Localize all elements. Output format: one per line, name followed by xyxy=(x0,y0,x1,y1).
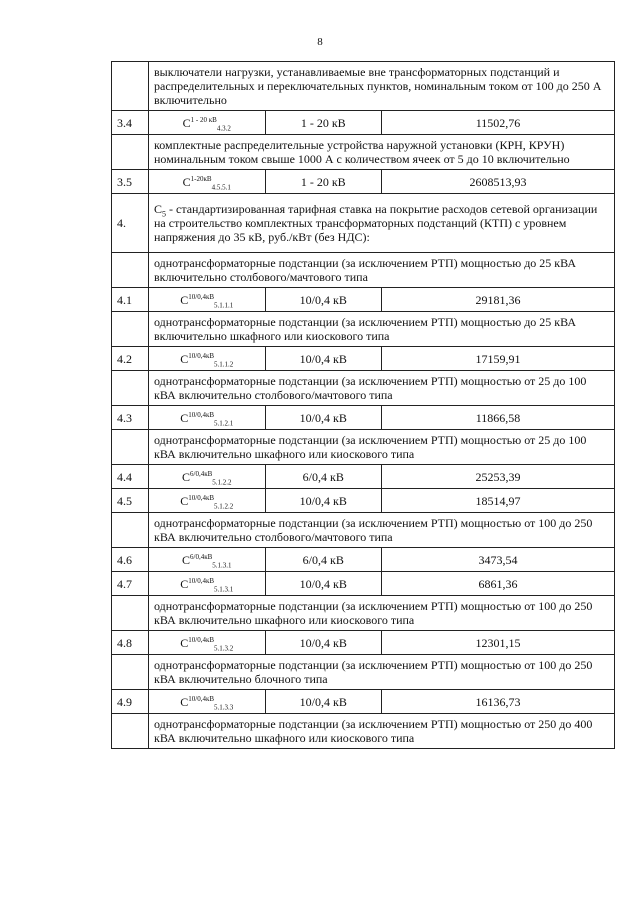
description-row xyxy=(112,253,615,288)
rate-row xyxy=(112,489,615,513)
rate-row xyxy=(112,631,615,655)
rate-code-superscript: 10/0,4кВ xyxy=(188,351,215,360)
rate-code xyxy=(149,631,266,655)
row-description: однотрансформаторные подстанции (за исключением РТП) мощностью от 100 до 250 кВА включительно столбового/мачтового типа xyxy=(149,513,615,548)
empty-number-cell xyxy=(112,135,149,170)
row-number: 4.3 xyxy=(112,406,149,430)
rate-code-superscript: 10/0,4кВ xyxy=(188,635,215,644)
rate-code-base: C xyxy=(181,552,190,567)
description-row xyxy=(112,513,615,548)
description-row xyxy=(112,371,615,406)
row-description: однотрансформаторные подстанции (за исключением РТП) мощностью до 25 кВА включительно столбового/мачтового типа xyxy=(149,253,615,288)
description-row xyxy=(112,655,615,690)
rate-code-subscript: 5.1.3.3 xyxy=(214,702,234,711)
rate-code-superscript: 6/0,4кВ xyxy=(190,552,213,561)
voltage-cell: 10/0,4 кВ xyxy=(265,347,382,371)
description-row xyxy=(112,312,615,347)
row-description: однотрансформаторные подстанции (за исключением РТП) мощностью от 25 до 100 кВА включительно столбового/мачтового типа xyxy=(149,371,615,406)
section-text: - стандартизированная тарифная ставка на покрытие расходов сетевой организации на строительство комплектных трансформаторных подстанций (КТП) с уровнем напряжения до 35 кВ, руб./кВт (без НДС): xyxy=(154,202,598,244)
rate-code xyxy=(149,406,266,430)
rate-value-cell: 25253,39 xyxy=(382,465,615,489)
rate-row xyxy=(112,111,615,135)
voltage-cell: 10/0,4 кВ xyxy=(265,572,382,596)
description-row xyxy=(112,135,615,170)
description-row xyxy=(112,714,615,749)
row-description: однотрансформаторные подстанции (за исключением РТП) мощностью от 100 до 250 кВА включительно шкафного или киоскового типа xyxy=(149,596,615,631)
rate-value-cell: 2608513,93 xyxy=(382,170,615,194)
rate-code-subscript: 5.1.1.2 xyxy=(214,359,234,368)
rate-row xyxy=(112,690,615,714)
section-description xyxy=(149,194,615,253)
rate-code xyxy=(149,347,266,371)
rate-code-base: C xyxy=(182,174,191,189)
rate-value-cell: 11866,58 xyxy=(382,406,615,430)
rate-code xyxy=(149,465,266,489)
empty-number-cell xyxy=(112,596,149,631)
rate-value-cell: 17159,91 xyxy=(382,347,615,371)
rate-row xyxy=(112,347,615,371)
row-number: 4.5 xyxy=(112,489,149,513)
voltage-cell: 10/0,4 кВ xyxy=(265,406,382,430)
rate-value-cell: 12301,15 xyxy=(382,631,615,655)
rate-row xyxy=(112,406,615,430)
rate-value-cell: 16136,73 xyxy=(382,690,615,714)
rate-value-cell: 29181,36 xyxy=(382,288,615,312)
row-number: 4.9 xyxy=(112,690,149,714)
rate-code-subscript: 5.1.3.2 xyxy=(214,643,234,652)
rate-row xyxy=(112,548,615,572)
rate-code-superscript: 10/0,4кВ xyxy=(188,694,215,703)
voltage-cell: 10/0,4 кВ xyxy=(265,288,382,312)
rate-code-superscript: 10/0,4кВ xyxy=(188,576,215,585)
row-number: 4.7 xyxy=(112,572,149,596)
voltage-cell: 6/0,4 кВ xyxy=(265,548,382,572)
description-row xyxy=(112,430,615,465)
rate-row xyxy=(112,170,615,194)
rate-code-subscript: 5.1.2.2 xyxy=(214,501,234,510)
rate-code xyxy=(149,111,266,135)
voltage-cell: 10/0,4 кВ xyxy=(265,631,382,655)
row-number: 4.4 xyxy=(112,465,149,489)
row-description: однотрансформаторные подстанции (за исключением РТП) мощностью от 250 до 400 кВА включительно шкафного или киоскового типа xyxy=(149,714,615,749)
rate-code-superscript: 6/0,4кВ xyxy=(190,469,213,478)
row-description: выключатели нагрузки, устанавливаемые вне трансформаторных подстанций и распределительных и переключательных пунктов, номинальным током от 100 до 250 А включительно xyxy=(149,62,615,111)
rate-code-subscript: 5.1.3.1 xyxy=(214,584,234,593)
section-symbol: C xyxy=(154,202,163,216)
rate-code-base: C xyxy=(182,115,191,130)
rate-code xyxy=(149,548,266,572)
voltage-cell: 1 - 20 кВ xyxy=(265,111,382,135)
row-number: 4.2 xyxy=(112,347,149,371)
empty-number-cell xyxy=(112,655,149,690)
empty-number-cell xyxy=(112,312,149,347)
rate-code-superscript: 1-20кВ xyxy=(190,174,212,183)
rate-code-subscript: 5.1.2.1 xyxy=(214,418,234,427)
rate-code-subscript: 4.3.2 xyxy=(216,123,231,132)
rate-code-base: C xyxy=(180,576,189,591)
rate-code-superscript: 10/0,4кВ xyxy=(188,410,215,419)
row-description: однотрансформаторные подстанции (за исключением РТП) мощностью до 25 кВА включительно шкафного или киоскового типа xyxy=(149,312,615,347)
section-number: 4. xyxy=(112,194,149,253)
rate-code-superscript: 10/0,4кВ xyxy=(188,493,215,502)
empty-number-cell xyxy=(112,253,149,288)
rate-value-cell: 11502,76 xyxy=(382,111,615,135)
rate-row xyxy=(112,288,615,312)
row-number: 3.5 xyxy=(112,170,149,194)
empty-number-cell xyxy=(112,62,149,111)
rate-value-cell: 6861,36 xyxy=(382,572,615,596)
row-number: 4.6 xyxy=(112,548,149,572)
rate-code-superscript: 1 - 20 кВ xyxy=(190,115,217,124)
rate-row xyxy=(112,572,615,596)
rate-code-base: C xyxy=(180,493,189,508)
rate-code-subscript: 5.1.2.2 xyxy=(212,477,232,486)
rate-value-cell: 18514,97 xyxy=(382,489,615,513)
voltage-cell: 1 - 20 кВ xyxy=(265,170,382,194)
row-description: комплектные распределительные устройства наружной установки (КРН, КРУН) номинальным током свыше 1000 А с количеством ячеек от 5 до 10 включительно xyxy=(149,135,615,170)
description-row xyxy=(112,596,615,631)
rate-code-superscript: 10/0,4кВ xyxy=(188,292,215,301)
section-row xyxy=(112,194,615,253)
rate-code xyxy=(149,690,266,714)
rate-value-cell: 3473,54 xyxy=(382,548,615,572)
empty-number-cell xyxy=(112,371,149,406)
rate-code-subscript: 4.5.5.1 xyxy=(211,182,231,191)
row-description: однотрансформаторные подстанции (за исключением РТП) мощностью от 100 до 250 кВА включительно блочного типа xyxy=(149,655,615,690)
tariff-table xyxy=(111,61,615,749)
rate-code-base: C xyxy=(181,469,190,484)
rate-code-base: C xyxy=(180,694,189,709)
row-number: 4.8 xyxy=(112,631,149,655)
voltage-cell: 10/0,4 кВ xyxy=(265,489,382,513)
description-row xyxy=(112,62,615,111)
rate-code-base: C xyxy=(180,292,189,307)
rate-row xyxy=(112,465,615,489)
page-number: 8 xyxy=(317,36,323,48)
voltage-cell: 6/0,4 кВ xyxy=(265,465,382,489)
rate-code-subscript: 5.1.3.1 xyxy=(212,560,232,569)
rate-code-base: C xyxy=(180,410,189,425)
voltage-cell: 10/0,4 кВ xyxy=(265,690,382,714)
rate-code-base: C xyxy=(180,351,189,366)
row-number: 3.4 xyxy=(112,111,149,135)
rate-code xyxy=(149,489,266,513)
rate-code xyxy=(149,288,266,312)
row-description: однотрансформаторные подстанции (за исключением РТП) мощностью от 25 до 100 кВА включительно шкафного или киоскового типа xyxy=(149,430,615,465)
empty-number-cell xyxy=(112,714,149,749)
empty-number-cell xyxy=(112,430,149,465)
section-symbol-subscript: 5 xyxy=(162,209,167,219)
rate-code xyxy=(149,170,266,194)
rate-code-subscript: 5.1.1.1 xyxy=(214,300,234,309)
rate-code-base: C xyxy=(180,635,189,650)
row-number: 4.1 xyxy=(112,288,149,312)
empty-number-cell xyxy=(112,513,149,548)
rate-code xyxy=(149,572,266,596)
